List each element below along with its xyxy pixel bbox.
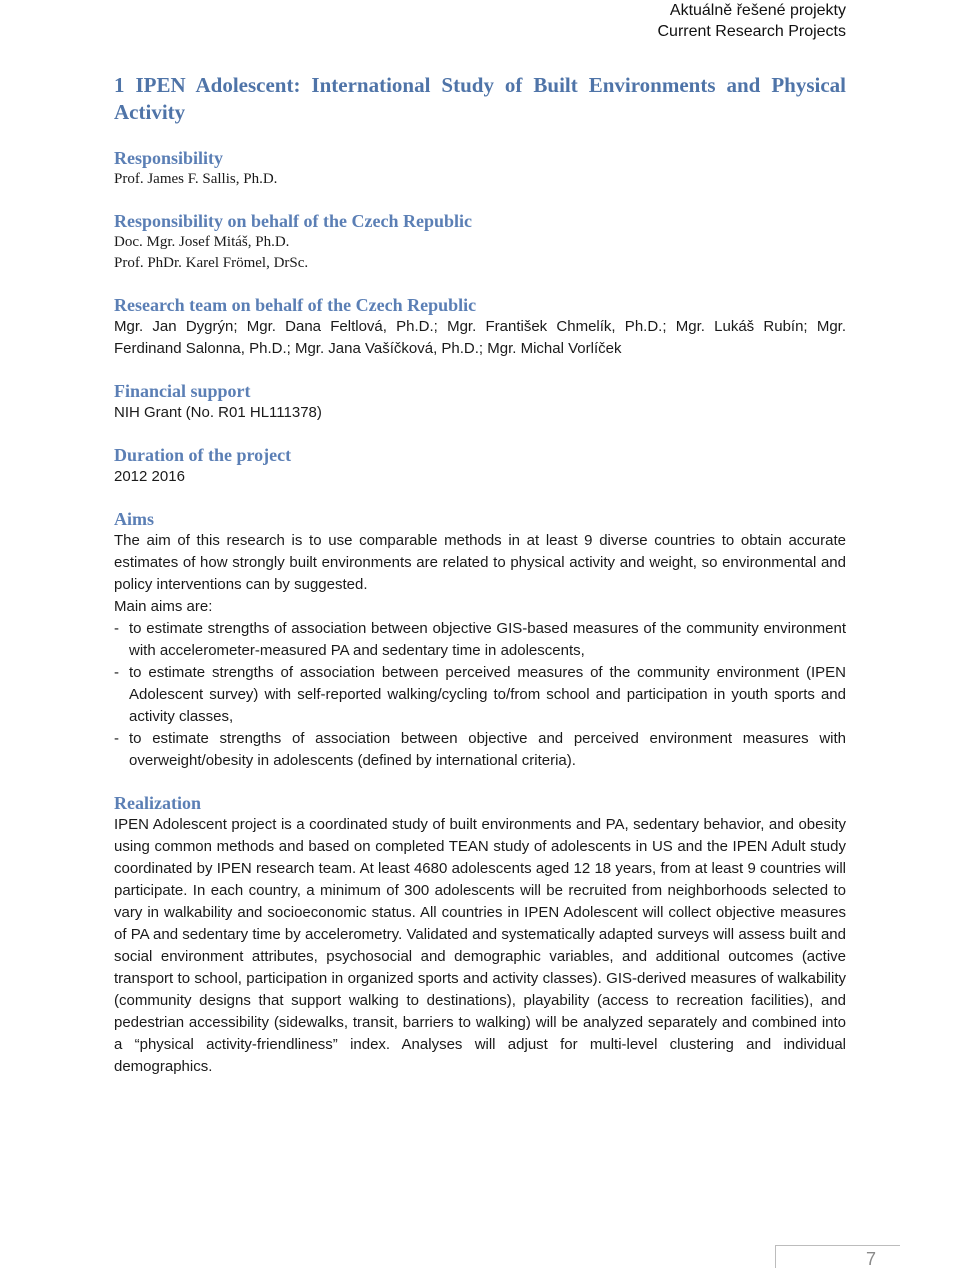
realization-section xyxy=(114,793,846,1078)
aims-list xyxy=(114,618,846,772)
list-dash: - xyxy=(114,620,119,637)
responsibility-heading: Responsibility xyxy=(114,148,224,168)
page-number-frame xyxy=(775,1245,900,1268)
list-item: - to estimate strengths of association between objective and perceived environment measures with overweight/obesity in adolescents (defined by international criteria). xyxy=(114,730,846,769)
realization-text: IPEN Adolescent project is a coordinated study of built environments and PA, sedentary behavior, and obesity using common methods and based on completed TEAN study of adolescents in US and the IPEN Adult study coordinated by IPEN research team. At least 4680 adolescents aged 12 18 years, from at least 9 countries will participate. In each country, a minimum of 300 adolescents will be recruited from neighborhoods selected to vary in walkability and socioeconomic status. All countries in IPEN Adolescent will collect objective measures of PA and sedentary time by accelerometry. Validated and systematically adapted surveys will assess built and social environment attributes, psychosocial and demographic variables, and additional outcomes (active transport to school, participation in organized sports and activity classes). GIS-derived measures of walkability (community designs that support walking to destinations), playability (access to recreation facilities), and pedestrian accessibility (sidewalks, transit, barriers to walking) will be analyzed separately and combined into a “physical activity-friendliness” index. Analyses will adjust for multi-level clustering and individual demographics. xyxy=(114,816,846,1075)
page-number: 7 xyxy=(865,1249,876,1269)
responsibility-cz-heading: Responsibility on behalf of the Czech Republic xyxy=(114,211,473,231)
duration-heading: Duration of the project xyxy=(114,445,292,465)
document-body xyxy=(114,72,846,1099)
running-header xyxy=(657,0,846,42)
duration-section xyxy=(114,445,846,488)
list-dash: - xyxy=(114,664,119,681)
responsibility-cz-section xyxy=(114,211,846,274)
responsibility-cz-person-1: Doc. Mgr. Josef Mitáš, Ph.D. xyxy=(114,234,290,250)
list-item: - to estimate strengths of association between perceived measures of the community environment (IPEN Adolescent survey) with self-reported walking/cycling to/from school and participation in youth sports and activity classes, xyxy=(114,664,846,725)
research-team-heading: Research team on behalf of the Czech Republic xyxy=(114,295,477,315)
research-team-members: Mgr. Jan Dygrýn; Mgr. Dana Feltlová, Ph.D.; Mgr. František Chmelík, Ph.D.; Mgr. Lukáš Rubín; Mgr. Ferdinand Salonna, Ph.D.; Mgr. Jana Vašíčková, Ph.D.; Mgr. Michal Vorlíček xyxy=(114,318,846,357)
financial-section xyxy=(114,381,846,424)
list-item: - to estimate strengths of association between objective GIS-based measures of the community environment with accelerometer-measured PA and sedentary time in adolescents, xyxy=(114,620,846,659)
responsibility-cz-person-2: Prof. PhDr. Karel Frömel, DrSc. xyxy=(114,255,309,271)
financial-heading: Financial support xyxy=(114,381,251,401)
running-header-english: Current Research Projects xyxy=(657,23,846,40)
research-team-section xyxy=(114,295,846,360)
duration-years: 2012 2016 xyxy=(114,468,185,485)
financial-grant: NIH Grant (No. R01 HL111378) xyxy=(114,404,322,421)
aims-main-label: Main aims are: xyxy=(114,598,213,615)
aims-intro: The aim of this research is to use comparable methods in at least 9 diverse countries to obtain accurate estimates of how strongly built environments are related to physical activity and weight, so environmental and policy interventions can by suggested. xyxy=(114,532,846,593)
aims-heading: Aims xyxy=(114,509,154,529)
responsibility-person: Prof. James F. Sallis, Ph.D. xyxy=(114,171,278,187)
responsibility-section xyxy=(114,148,846,190)
project-title: 1 IPEN Adolescent: International Study of Built Environments and Physical Activity xyxy=(114,73,846,124)
list-dash: - xyxy=(114,730,119,747)
aims-section xyxy=(114,509,846,772)
running-header-czech: Aktuálně řešené projekty xyxy=(669,2,846,19)
realization-heading: Realization xyxy=(114,793,201,813)
